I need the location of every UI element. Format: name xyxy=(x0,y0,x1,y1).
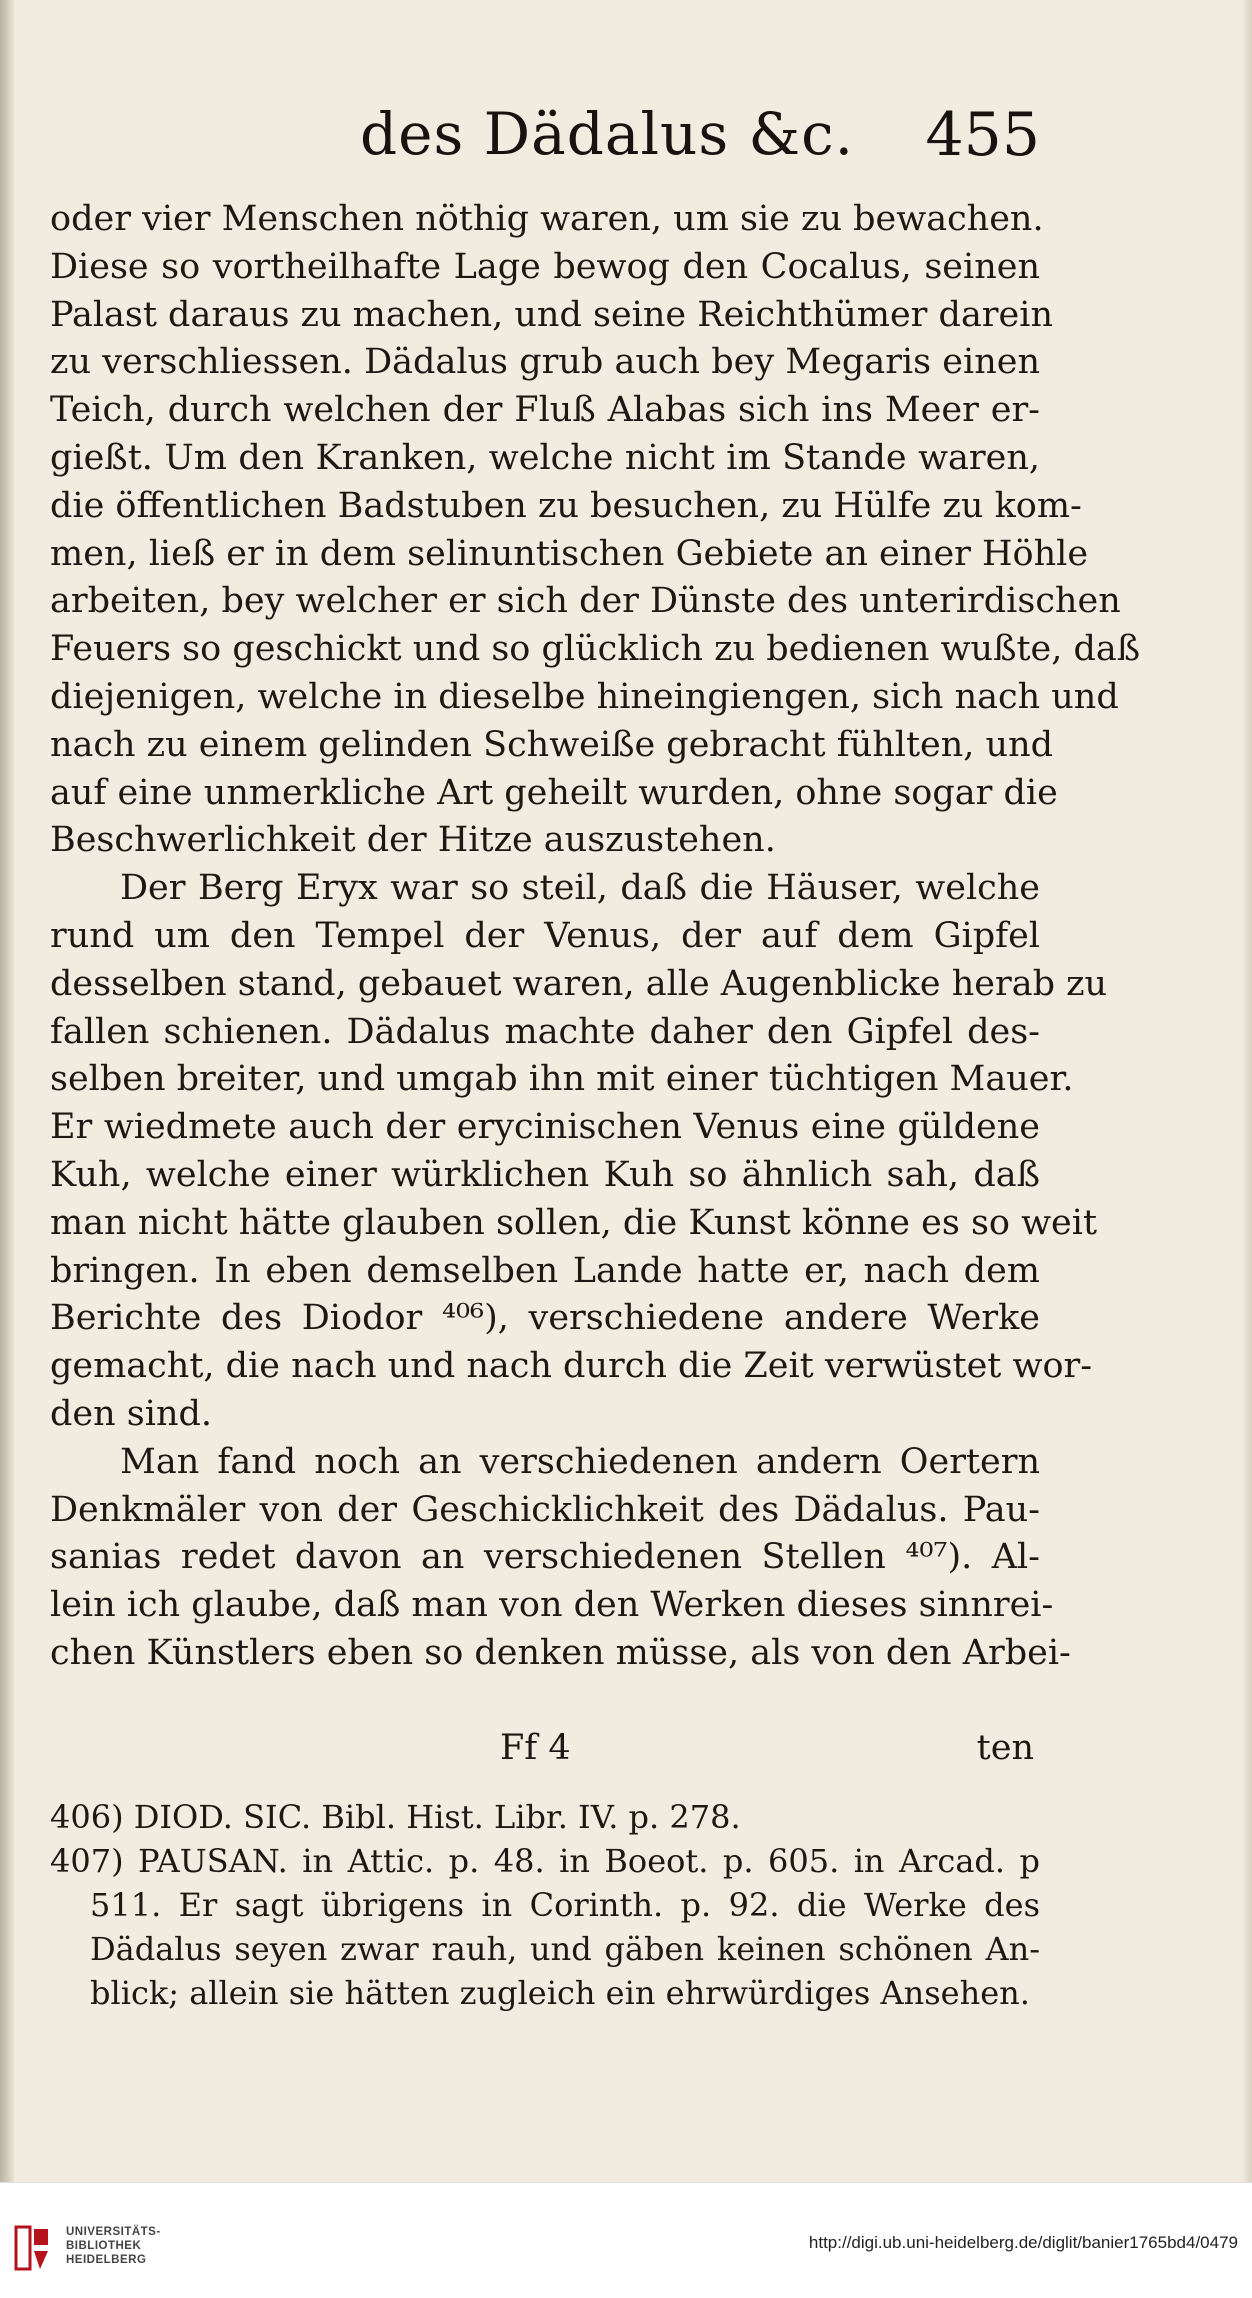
text-line: arbeiten, bey welcher er sich der Dünste des unterirdischen xyxy=(50,581,1121,622)
text-line: rund um den Tempel der Venus, der auf dem Gipfel xyxy=(50,915,1040,956)
text-line: Beschwerlichkeit der Hitze auszustehen. xyxy=(50,820,776,861)
text-line: diejenigen, welche in dieselbe hineingiengen, sich nach und xyxy=(50,676,1119,717)
footnote-407-continued: Dädalus seyen zwar rauh, und gäben keinen schönen An- xyxy=(90,1930,1040,1968)
text-line: den sind. xyxy=(50,1393,213,1434)
text-line: sanias redet davon an verschiedenen Stellen ⁴⁰⁷). Al- xyxy=(50,1537,1040,1578)
text-line: Der Berg Eryx war so steil, daß die Häuser, welche xyxy=(120,868,1040,909)
text-line: Man fand noch an verschiedenen andern Oertern xyxy=(120,1441,1040,1482)
text-line: Er wiedmete auch der erycinischen Venus eine güldene xyxy=(50,1107,1040,1148)
text-line: selben breiter, und umgab ihn mit einer tüchtigen Mauer. xyxy=(50,1059,1074,1100)
viewer-footer xyxy=(0,2182,1252,2298)
text-line: die öffentlichen Badstuben zu besuchen, zu Hülfe zu kom- xyxy=(50,485,1082,526)
text-line: Teich, durch welchen der Fluß Alabas sich ins Meer er- xyxy=(50,390,1040,431)
text-line: men, ließ er in dem selinuntischen Gebiete an einer Höhle xyxy=(50,533,1089,574)
text-line: fallen schienen. Dädalus machte daher den Gipfel des- xyxy=(50,1011,1040,1052)
footnote-407-continued: blick; allein sie hätten zugleich ein ehrwürdiges Ansehen. xyxy=(90,1974,1030,2012)
text-line: Palast daraus zu machen, und seine Reichthümer darein xyxy=(50,294,1053,335)
permalink-url[interactable]: http://digi.ub.uni-heidelberg.de/diglit/banier1765bd4/0479 xyxy=(808,2233,1238,2252)
footnotes xyxy=(50,1795,1040,2015)
library-name[interactable] xyxy=(66,2225,161,2267)
body-text xyxy=(50,196,1141,1678)
text-line: bringen. In eben demselben Lande hatte er, nach dem xyxy=(50,1250,1040,1291)
text-line: Berichte des Diodor ⁴⁰⁶), verschiedene andere Werke xyxy=(50,1298,1040,1339)
text-line: auf eine unmerkliche Art geheilt wurden, ohne sogar die xyxy=(50,772,1058,813)
page-number: 455 xyxy=(925,100,1040,170)
text-line: Denkmäler von der Geschicklichkeit des Dädalus. Pau- xyxy=(50,1489,1040,1530)
text-line: nach zu einem gelinden Schweiße gebracht fühlten, und xyxy=(50,724,1054,765)
page-header xyxy=(0,100,1252,180)
page-gutter xyxy=(0,0,14,2182)
text-line: lein ich glaube, daß man von den Werken dieses sinnrei- xyxy=(50,1585,1054,1626)
text-line: Kuh, welche einer würklichen Kuh so ähnlich sah, daß xyxy=(50,1154,1040,1195)
footnote-406: 406) DIOD. SIC. Bibl. Hist. Libr. IV. p. 278. xyxy=(50,1798,741,1836)
library-name-line: UNIVERSITÄTS- xyxy=(66,2226,161,2238)
library-name-line: BIBLIOTHEK xyxy=(66,2240,142,2252)
catchword: ten xyxy=(976,1728,1034,1768)
text-line: oder vier Menschen nöthig waren, um sie zu bewachen. xyxy=(50,199,1044,239)
text-line: desselben stand, gebauet waren, alle Augenblicke herab zu xyxy=(50,963,1108,1004)
text-line: Feuers so geschickt und so glücklich zu bedienen wußte, daß xyxy=(50,629,1141,670)
footnote-407-continued: 511. Er sagt übrigens in Corinth. p. 92. die Werke des xyxy=(90,1886,1040,1924)
text-line: man nicht hätte glauben sollen, die Kunst könne es so weit xyxy=(50,1202,1098,1243)
text-line: zu verschliessen. Dädalus grub auch bey Megaris einen xyxy=(50,342,1040,383)
signature-mark: Ff 4 xyxy=(500,1728,571,1768)
catch-line xyxy=(0,1728,1252,1776)
text-line: gießt. Um den Kranken, welche nicht im Stande waren, xyxy=(50,437,1040,478)
university-logo-icon[interactable] xyxy=(14,2223,52,2273)
library-name-line: HEIDELBERG xyxy=(66,2254,147,2266)
footnote-407: 407) PAUSAN. in Attic. p. 48. in Boeot. p. 605. in Arcad. p xyxy=(50,1842,1040,1880)
text-line: Diese so vortheilhafte Lage bewog den Cocalus, seinen xyxy=(50,246,1040,287)
text-line: gemacht, die nach und nach durch die Zeit verwüstet wor- xyxy=(50,1346,1093,1387)
page-edge xyxy=(1242,0,1252,2182)
text-line: chen Künstlers eben so denken müsse, als von den Arbei- xyxy=(50,1632,1071,1673)
running-title: des Dädalus &c. xyxy=(360,100,855,168)
